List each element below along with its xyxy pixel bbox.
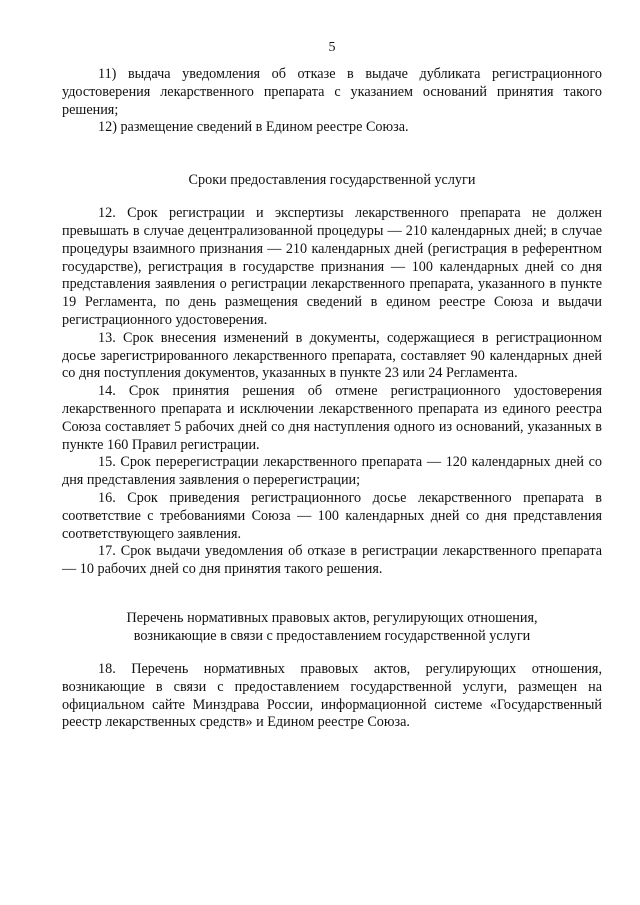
- paragraph-18: 18. Перечень нормативных правовых актов, регулирующих отношения, возникающие в связи с предоставлением государственной услуги, размещен на официальном сайте Минздрава России, информационной системе «Государственный реестр лекарственных средств» и Едином реестре Союза.: [62, 660, 602, 731]
- page-number: 5: [328, 40, 336, 55]
- paragraph-14: 14. Срок принятия решения об отмене регистрационного удостоверения лекарственного препарата и исключении лекарственного препарата из единого реестра Союза составляет 5 рабочих дней со дня наступления одного из оснований, указанных в пункте 160 Правил регистрации.: [62, 383, 602, 453]
- section-legal-acts: [62, 661, 602, 732]
- paragraph-15: 15. Срок перерегистрации лекарственного препарата — 120 календарных дней со дня представления заявления о перерегистрации;: [62, 454, 602, 489]
- paragraph-item-11: 11) выдача уведомления об отказе в выдаче дубликата регистрационного удостоверения лекарственного препарата с указанием оснований принятия такого решения;: [62, 66, 602, 118]
- paragraph-13: 13. Срок внесения изменений в документы, содержащиеся в регистрационном досье зарегистрированного лекарственного препарата, составляет 90 календарных дней со дня поступления документов, указанных в пункте 23 или 24 Регламента.: [62, 329, 602, 382]
- heading-line-1: Перечень нормативных правовых актов, регулирующих отношения,: [126, 609, 538, 626]
- paragraph-16: 16. Срок приведения регистрационного досье лекарственного препарата в соответствие с требованиями Союза — 100 календарных дней со дня представления соответствующего заявления.: [62, 489, 602, 542]
- section-heading-terms: Сроки предоставления государственной услуги: [188, 172, 476, 189]
- heading-line-2: возникающие в связи с предоставлением государственной услуги: [133, 627, 531, 644]
- section-terms: [62, 205, 602, 579]
- paragraph-17: 17. Срок выдачи уведомления об отказе в регистрации лекарственного препарата — 10 рабочих дней со дня принятия такого решения.: [62, 543, 602, 578]
- section-heading-legal-acts: [62, 609, 602, 645]
- paragraph-12: 12. Срок регистрации и экспертизы лекарственного препарата не должен превышать в случае децентрализованной процедуры — 210 календарных дней; в случае процедуры взаимного признания — 210 календарных дней (регистрация в референтном государстве), регистрация в государстве признания — 100 календарных дней со дня представления заявления о регистрации лекарственного препарата, указанного в пункте 19 Регламента, по день размещения сведений в едином реестре Союза и выдачи регистрационного удостоверения.: [62, 205, 602, 328]
- section-top: [62, 66, 602, 137]
- paragraph-item-12: 12) размещение сведений в Едином реестре Союза.: [98, 119, 409, 136]
